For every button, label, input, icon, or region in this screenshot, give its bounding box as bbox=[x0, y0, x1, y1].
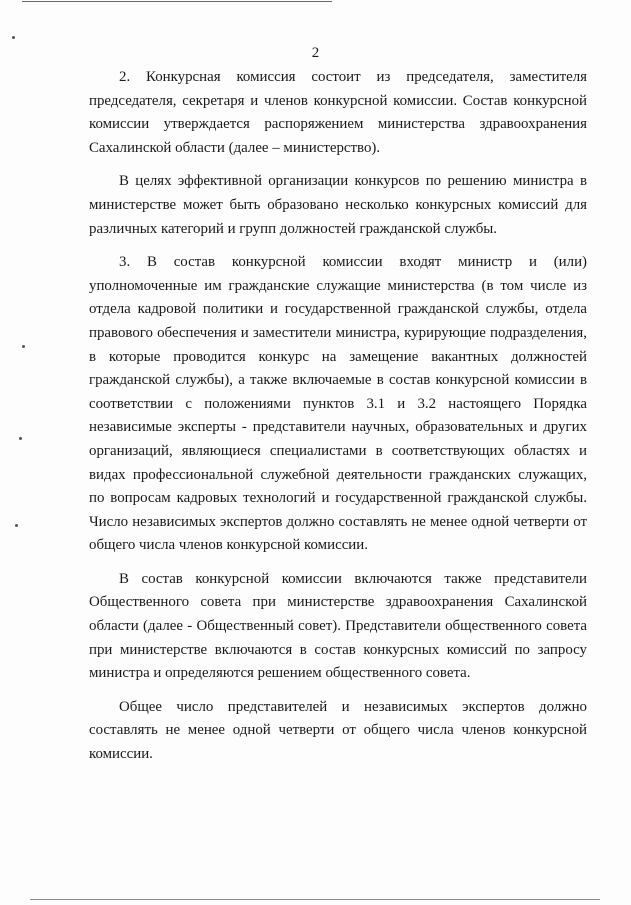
bottom-scan-rule bbox=[30, 899, 600, 900]
page-number: 2 bbox=[311, 45, 320, 61]
document-body bbox=[89, 66, 587, 767]
scan-speck bbox=[19, 437, 22, 440]
top-scan-rule bbox=[22, 1, 332, 2]
scan-speck bbox=[22, 345, 25, 348]
paragraph-5: Общее число представителей и независимых экспертов должно составлять не менее одной четверти от общего числа членов конкурсной комиссии. bbox=[89, 698, 587, 763]
paragraph-3: 3. В состав конкурсной комиссии входят министр и (или) уполномоченные им гражданские служащие министерства (в том числе из отдела кадровой политики и государственной гражданской службы, отдела правового обеспечения и заместители министра, курирующие подразделения, в которые проводится конкурс на замещение вакантных должностей гражданской службы), а также включаемые в состав конкурсной комиссии в соответствии с положениями пунктов 3.1 и 3.2 настоящего Порядка независимые эксперты - представители научных, образовательных и других организаций, являющиеся специалистами в соответствующих областях и видах профессиональной служебной деятельности гражданских служащих, по вопросам кадровых технологий и государственной гражданской службы. Число независимых экспертов должно составлять не менее одной четверти от общего числа членов конкурсной комиссии. bbox=[89, 254, 587, 554]
paragraph-4: В состав конкурсной комиссии включаются также представители Общественного совета при министерстве здравоохранения Сахалинской области (далее - Общественный совет). Представители общественного совета при министерстве включаются в состав конкурсных комиссий по запросу министра и определяются решением общественного совета. bbox=[89, 570, 587, 682]
paragraph-1: 2. Конкурсная комиссия состоит из председателя, заместителя председателя, секретаря и членов конкурсной комиссии. Состав конкурсной комиссии утверждается распоряжением министерства здравоохранения Сахалинской области (далее – министерство). bbox=[89, 69, 587, 156]
scan-speck bbox=[12, 36, 15, 39]
scan-speck bbox=[15, 524, 18, 527]
paragraph-2: В целях эффективной организации конкурсов по решению министра в министерстве может быть образовано несколько конкурсных комиссий для различных категорий и групп должностей гражданской службы. bbox=[89, 173, 587, 237]
